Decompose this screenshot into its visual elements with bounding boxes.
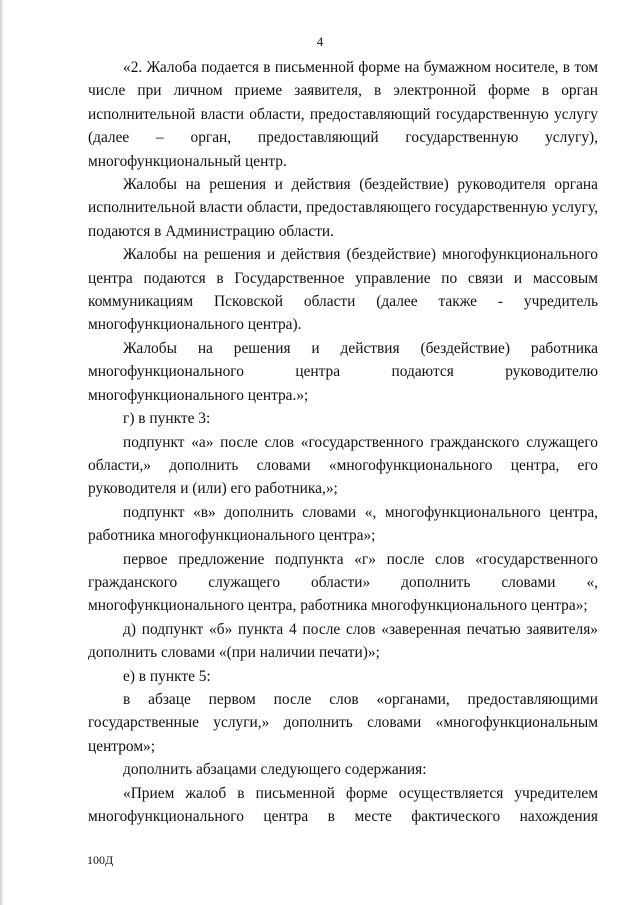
- paragraph-subitem-v: подпункт «в» дополнить словами «, многофункционального центра, работника многофункционального центра»;: [88, 503, 598, 545]
- scan-edge-shadow: [0, 0, 4, 905]
- paragraph-complaint-form: «2. Жалоба подается в письменной форме на бумажном носителе, в том числе при личном приеме заявителя, в электронной форме в орган исполнительной власти области, предоставляющий государственную услугу (далее – орган, предоставляющий государственную услугу), многофункциональный центр.: [88, 59, 598, 170]
- paragraph-subitem-g: первое предложение подпункта «г» после слов «государственного гражданского служащего области» дополнить словами «, многофункционального центра, работника многофункционального центра»;: [88, 550, 598, 615]
- paragraph-complaints-mfc: Жалобы на решения и действия (бездействие) многофункционального центра подаются в Государственное управление по связи и массовым коммуникациям Псковской области (далее также - учредитель многофункционального центра).: [88, 246, 598, 334]
- paragraph-first-abzac: в абзаце первом после слов «органами, предоставляющими государственные услуги,» дополнить словами «многофункциональным центром»;: [88, 690, 598, 755]
- paragraph-item-d: д) подпункт «б» пункта 4 после слов «заверенная печатью заявителя» дополнить словами «(при наличии печати)»;: [88, 620, 598, 662]
- paragraph-complaints-head-of-authority: Жалобы на решения и действия (бездействие) руководителя органа исполнительной власти области, предоставляющего государственную услугу, подаются в Администрацию области.: [88, 176, 598, 240]
- paragraph-written-complaints-reception: «Прием жалоб в письменной форме осуществляется учредителем многофункционального центра в месте фактического нахождения: [88, 784, 598, 825]
- paragraph-item-e-point-5: е) в пункте 5:: [123, 667, 211, 685]
- footer-code: 100Д: [87, 853, 114, 867]
- paragraph-item-g-point-3: г) в пункте 3:: [123, 410, 211, 428]
- page-number: 4: [316, 34, 324, 49]
- paragraph-subitem-a: подпункт «а» после слов «государственного гражданского служащего области,» дополнить словами «многофункционального центра, его руководителя и (или) его работника,»;: [88, 433, 598, 498]
- paragraph-add-abzacs: дополнить абзацами следующего содержания:: [123, 761, 427, 779]
- paragraph-complaints-mfc-worker: Жалобы на решения и действия (бездействие) работника многофункционального центра подаются руководителю многофункционального центра.»;: [88, 339, 598, 404]
- document-body: [88, 56, 598, 828]
